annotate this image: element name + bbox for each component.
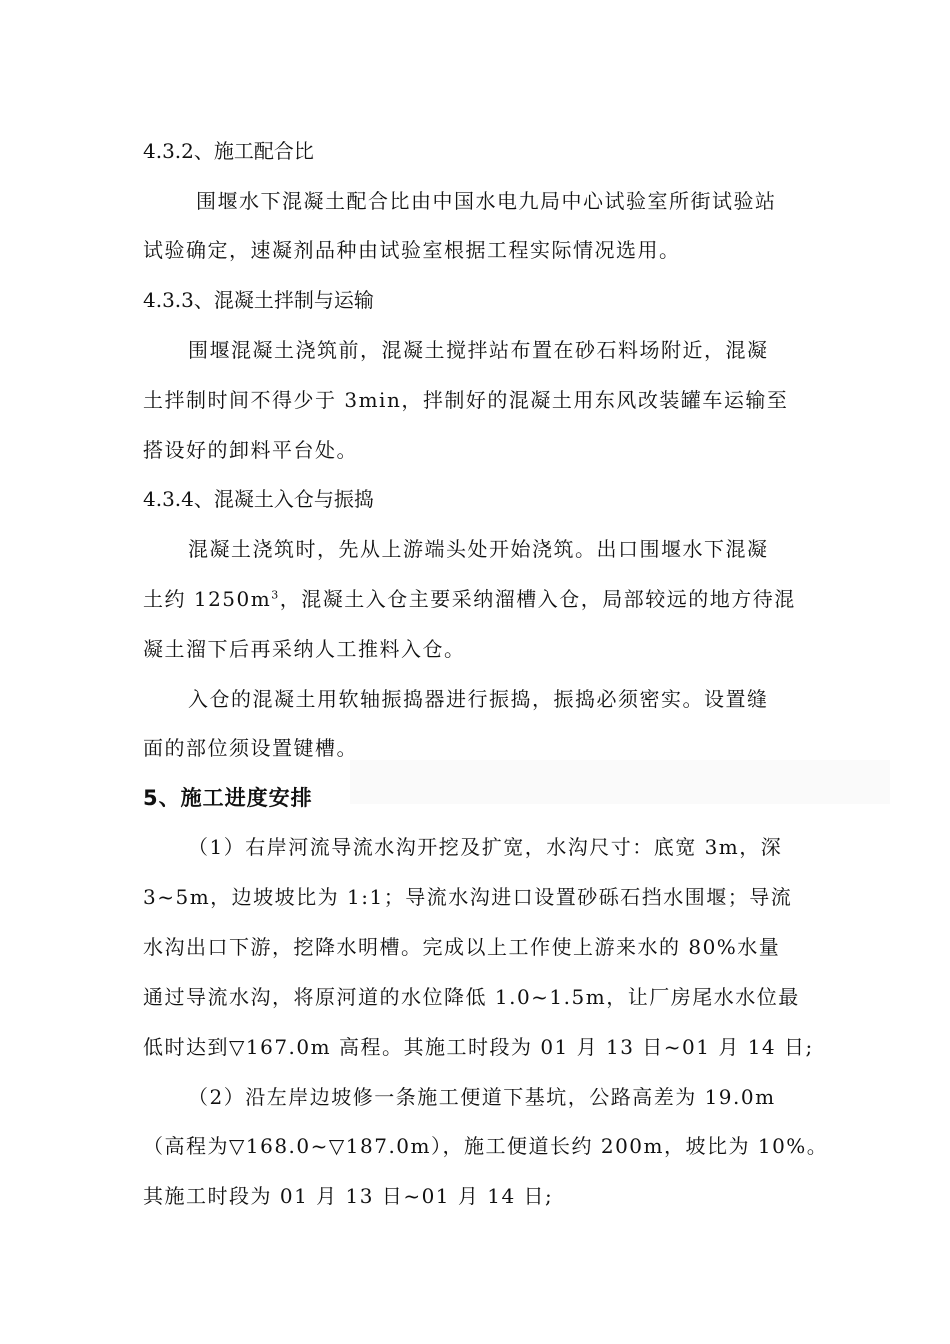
text-span: ，混凝土入仓主要采纳溜槽入仓，局部较远的地方待混 (279, 587, 796, 611)
paragraph-line: 水沟出口下游，挖降水明槽。完成以上工作使上游来水的 80%水量 (143, 935, 781, 959)
paragraph-line: 面的部位须设置键槽。 (143, 736, 358, 760)
paragraph-line: 其施工时段为 01 月 13 日~01 月 14 日; (143, 1184, 554, 1208)
paragraph-line: （1）右岸河流导流水沟开挖及扩宽，水沟尺寸：底宽 3m，深 (188, 835, 783, 859)
paragraph-line: 围堰水下混凝土配合比由中国水电九局中心试验室所街试验站 (196, 189, 777, 213)
paragraph-line (143, 585, 796, 613)
paragraph-line: 土拌制时间不得少于 3min，拌制好的混凝土用东风改装罐车运输至 (143, 388, 789, 412)
paragraph-line: 搭设好的卸料平台处。 (143, 438, 358, 462)
paragraph-line: 围堰混凝土浇筑前，混凝土搅拌站布置在砂石料场附近，混凝 (188, 338, 769, 362)
superscript: 3 (271, 588, 280, 602)
paragraph-line: 3~5m，边坡坡比为 1:1；导流水沟进口设置砂砾石挡水围堰；导流 (143, 885, 793, 909)
paragraph-line: 凝土溜下后再采纳人工推料入仓。 (143, 637, 466, 661)
paragraph-line: 混凝土浇筑时，先从上游端头处开始浇筑。出口围堰水下混凝 (188, 537, 769, 561)
paragraph-line: （高程为▽168.0~▽187.0m），施工便道长约 200m，坡比为 10%。 (143, 1134, 829, 1158)
heading-4-3-2: 4.3.2、施工配合比 (143, 139, 314, 163)
text-span: 土约 1250m (143, 587, 272, 611)
paragraph-line: 试验确定，速凝剂品种由试验室根据工程实际情况选用。 (143, 238, 681, 262)
section-title-5: 5、施工进度安排 (143, 786, 313, 810)
heading-4-3-3: 4.3.3、混凝土拌制与运输 (143, 288, 374, 312)
heading-4-3-4: 4.3.4、混凝土入仓与振捣 (143, 487, 374, 511)
paragraph-line: 入仓的混凝土用软轴振捣器进行振捣，振捣必须密实。设置缝 (188, 687, 769, 711)
paragraph-line: （2）沿左岸边坡修一条施工便道下基坑，公路高差为 19.0m (188, 1085, 776, 1109)
scan-artifact (350, 760, 890, 804)
paragraph-line: 通过导流水沟，将原河道的水位降低 1.0~1.5m，让厂房尾水水位最 (143, 985, 800, 1009)
paragraph-line: 低时达到▽167.0m 高程。其施工时段为 01 月 13 日~01 月 14 日; (143, 1035, 814, 1059)
